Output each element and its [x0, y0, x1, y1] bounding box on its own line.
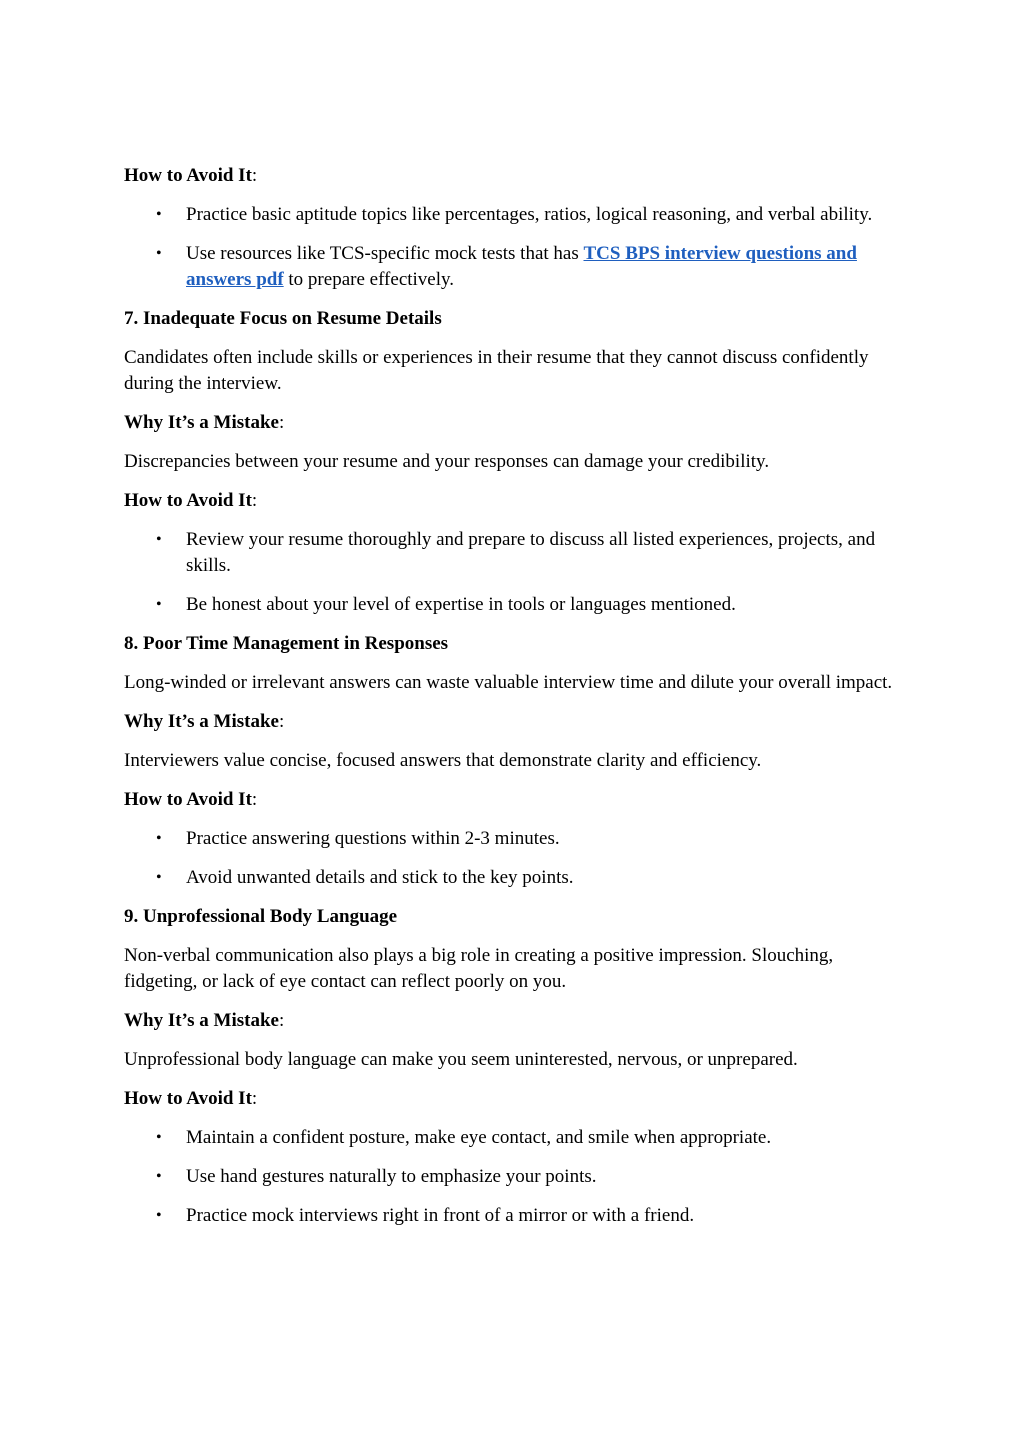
bullet-icon: •: [156, 1207, 162, 1224]
section8-intro: Long-winded or irrelevant answers can waste valuable interview time and dilute your overall impact.: [124, 672, 893, 693]
section9-why-heading: Why It’s a Mistake:: [124, 1010, 285, 1031]
list-item: • Practice basic aptitude topics like percentages, ratios, logical reasoning, and verbal ability.: [124, 202, 904, 228]
bullet-icon: •: [156, 245, 162, 262]
document-page: [124, 163, 904, 1242]
section9-avoid-list: [124, 1125, 904, 1229]
section7-avoid-heading: How to Avoid It:: [124, 490, 258, 511]
list-item: • Use hand gestures naturally to emphasize your points.: [124, 1164, 904, 1190]
bullet-icon: •: [156, 830, 162, 847]
list-item: • Use resources like TCS-specific mock tests that has TCS BPS interview questions and answers pdf to prepare effectively.: [156, 243, 857, 290]
list-item: • Review your resume thoroughly and prepare to discuss all listed experiences, projects, and skills.: [156, 529, 876, 576]
section7-why-heading: Why It’s a Mistake:: [124, 412, 285, 433]
bullet-icon: •: [156, 596, 162, 613]
section8-avoid-list: [124, 826, 904, 891]
bullet-icon: •: [156, 1129, 162, 1146]
section8-why-heading: Why It’s a Mistake:: [124, 711, 285, 732]
section7-why-text: Discrepancies between your resume and your responses can damage your credibility.: [124, 451, 770, 472]
section7-title: 7. Inadequate Focus on Resume Details: [124, 308, 442, 329]
bullet-icon: •: [156, 1168, 162, 1185]
section9-intro: Non-verbal communication also plays a big role in creating a positive impression. Slouching, fidgeting, or lack of eye contact can reflect poorly on you.: [124, 945, 834, 992]
list-item: • Practice mock interviews right in front of a mirror or with a friend.: [124, 1203, 904, 1229]
section8-avoid-heading: How to Avoid It:: [124, 789, 258, 810]
list-item: • Maintain a confident posture, make eye contact, and smile when appropriate.: [124, 1125, 904, 1151]
section8-why-text: Interviewers value concise, focused answers that demonstrate clarity and efficiency.: [124, 750, 762, 771]
section6-avoid-list: [124, 202, 904, 293]
section9-avoid-heading: How to Avoid It:: [124, 1088, 258, 1109]
bullet-icon: •: [156, 869, 162, 886]
bullet-icon: •: [156, 531, 162, 548]
section9-why-text: Unprofessional body language can make you seem uninterested, nervous, or unprepared.: [124, 1049, 798, 1070]
section8-title: 8. Poor Time Management in Responses: [124, 633, 449, 654]
tcs-bps-pdf-link[interactable]: TCS BPS interview questions and answers pdf: [186, 243, 857, 290]
list-item: • Avoid unwanted details and stick to the key points.: [124, 865, 904, 891]
list-item: • Be honest about your level of expertise in tools or languages mentioned.: [124, 592, 904, 618]
section6-avoid-heading: How to Avoid It:: [124, 165, 258, 186]
section9-title: 9. Unprofessional Body Language: [124, 906, 398, 927]
section7-intro: Candidates often include skills or experiences in their resume that they cannot discuss confidently during the interview.: [124, 347, 869, 394]
section7-avoid-list: [124, 527, 904, 618]
list-item: • Practice answering questions within 2-3 minutes.: [124, 826, 904, 852]
bullet-icon: •: [156, 206, 162, 223]
